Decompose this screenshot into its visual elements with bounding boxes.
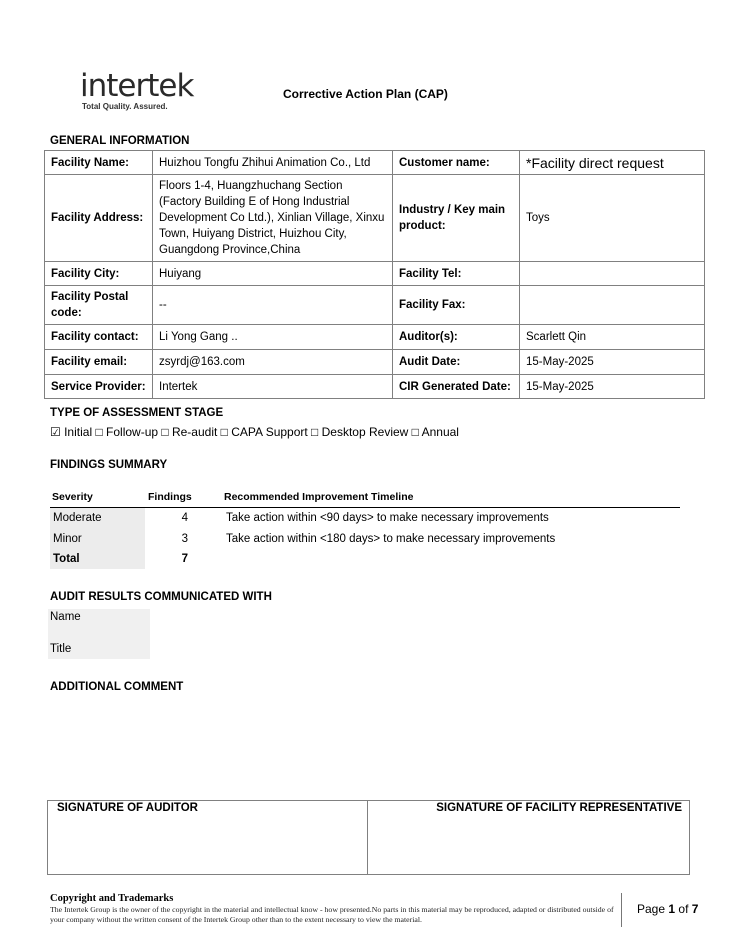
copyright-text: The Intertek Group is the owner of the copyright in the material and intellectual know - how presented.No parts in this material may be reproduced, adapted or distributed outside of your company without the written consent of the Intertek Group other than to the extent necessary to view the material. — [50, 905, 614, 924]
signature-divider — [367, 800, 368, 875]
severity-column-header: Severity — [52, 491, 93, 503]
footer-divider — [621, 893, 622, 927]
audit-date-value: 15-May-2025 — [520, 350, 705, 375]
facility-email-value: zsyrdj@163.com — [153, 350, 393, 375]
facility-city-value: Huiyang — [153, 262, 393, 286]
additional-comment-heading: ADDITIONAL COMMENT — [50, 681, 184, 693]
communicated-heading: AUDIT RESULTS COMMUNICATED WITH — [50, 591, 272, 603]
facility-contact-value: Li Yong Gang .. — [153, 325, 393, 350]
facility-signature-label: SIGNATURE OF FACILITY REPRESENTATIVE — [436, 802, 682, 814]
logo-wordmark: intertek — [80, 68, 194, 104]
findings-count-minor: 3 — [181, 533, 188, 545]
customer-name-value: *Facility direct request — [520, 151, 705, 175]
timeline-minor: Take action within <180 days> to make necessary improvements — [226, 533, 556, 545]
findings-count-total: 7 — [181, 553, 188, 565]
assessment-stage-heading: TYPE OF ASSESSMENT STAGE — [50, 407, 224, 419]
document-title: Corrective Action Plan (CAP) — [283, 87, 448, 101]
facility-address-value: Floors 1-4, Huangzhuchang Section (Factory Building E of Hong Industrial Development Co Ltd.), Xinlian Village, Xinxu Town, Huiyang District, Huizhou City, Guangdong Province,China — [153, 175, 393, 262]
timeline-column-header: Recommended Improvement Timeline — [224, 491, 414, 503]
service-provider-value: Intertek — [153, 375, 393, 399]
facility-fax-label: Facility Fax: — [393, 286, 520, 325]
page-prefix: Page — [637, 902, 666, 916]
auditors-label: Auditor(s): — [393, 325, 520, 350]
communicated-title-label: Title — [50, 643, 72, 655]
facility-name-value: Huizhou Tongfu Zhihui Animation Co., Ltd — [153, 151, 393, 175]
logo-tagline: Total Quality. Assured. — [82, 102, 168, 111]
postal-code-value: -- — [153, 286, 393, 325]
timeline-moderate: Take action within <90 days> to make necessary improvements — [226, 512, 549, 524]
audit-date-label: Audit Date: — [393, 350, 520, 375]
industry-label: Industry / Key main product: — [393, 175, 520, 262]
total-pages: 7 — [691, 902, 699, 916]
facility-city-label: Facility City: — [45, 262, 153, 286]
cir-date-label: CIR Generated Date: — [393, 375, 520, 399]
current-page: 1 — [668, 902, 676, 916]
severity-total: Total — [53, 553, 80, 565]
page-number — [637, 902, 698, 916]
customer-name-label: Customer name: — [393, 151, 520, 175]
facility-tel-label: Facility Tel: — [393, 262, 520, 286]
auditors-value: Scarlett Qin — [520, 325, 705, 350]
facility-fax-value — [520, 286, 705, 325]
auditor-signature-label: SIGNATURE OF AUDITOR — [57, 802, 198, 814]
cir-date-value: 15-May-2025 — [520, 375, 705, 399]
severity-minor: Minor — [53, 533, 82, 545]
intertek-logo — [80, 70, 193, 111]
severity-moderate: Moderate — [53, 512, 102, 524]
facility-contact-label: Facility contact: — [45, 325, 153, 350]
service-provider-label: Service Provider: — [45, 375, 153, 399]
facility-tel-value — [520, 262, 705, 286]
facility-address-label: Facility Address: — [45, 175, 153, 262]
copyright-title: Copyright and Trademarks — [50, 893, 174, 904]
findings-column-header: Findings — [148, 491, 192, 503]
general-info-table — [44, 150, 705, 399]
general-info-heading: GENERAL INFORMATION — [50, 135, 190, 147]
communicated-name-label: Name — [50, 611, 81, 623]
industry-value: Toys — [520, 175, 705, 262]
facility-name-label: Facility Name: — [45, 151, 153, 175]
postal-code-label: Facility Postal code: — [45, 286, 153, 325]
findings-count-moderate: 4 — [181, 512, 188, 524]
findings-summary-heading: FINDINGS SUMMARY — [50, 459, 168, 471]
facility-email-label: Facility email: — [45, 350, 153, 375]
assessment-stage-options: ☑ Initial □ Follow-up □ Re-audit □ CAPA Support □ Desktop Review □ Annual — [50, 425, 459, 439]
page-of: of — [678, 902, 689, 916]
